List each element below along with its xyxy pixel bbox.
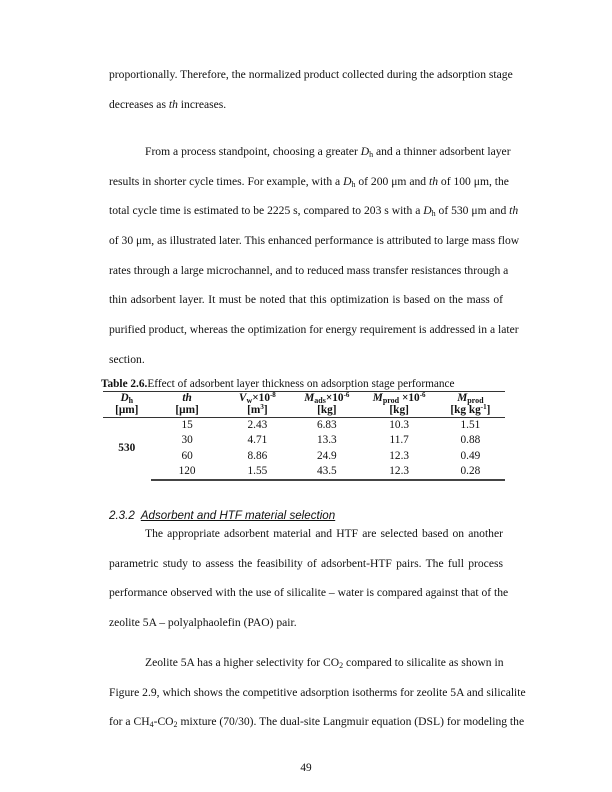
text-line: rates through a large microchannel, and to reduced mass transfer resistances through a — [109, 263, 509, 277]
text-line: From a process standpoint, choosing a greater $D_h$ and a thinner adsorbent layer — [145, 145, 511, 159]
italic-term: th — [168, 97, 178, 111]
italic-term: D — [423, 204, 432, 218]
column-unit: [kg $kg^{-1}$] — [436, 405, 505, 418]
table-cell: 24.9 — [316, 449, 337, 462]
header-symbol: M — [372, 392, 383, 404]
table-cell: 1.51 — [460, 419, 481, 431]
text-line: proportionally. Therefore, the normalized product collected during the adsorption stage — [109, 68, 513, 81]
section-number: 2.3.2 — [109, 509, 135, 522]
table-cell: 8.86 — [247, 449, 268, 462]
subscript: 4 — [149, 720, 154, 730]
table-cell: 30 — [181, 434, 193, 447]
table-cell: 43.5 — [291, 464, 363, 480]
table-caption — [101, 378, 455, 390]
italic-term: D — [360, 145, 370, 158]
table-cell: 2.43 — [247, 419, 268, 431]
text-line: parametric study to assess the feasibility of adsorbent-HTF pairs. The full process — [109, 556, 503, 570]
unit-exponent: 3 — [260, 402, 264, 411]
column-unit: [μm] — [151, 405, 224, 418]
header-subscript: prod — [382, 396, 400, 405]
results-table — [103, 391, 505, 481]
text-line: purified product, whereas the optimization for energy requirement is addressed in a later — [109, 323, 519, 337]
text-line: thin adsorbent layer. It must be noted that this optimization is based on the mass of — [109, 293, 503, 307]
subscript: h — [431, 209, 436, 219]
header-subscript: ads — [314, 396, 326, 405]
text-line: The appropriate adsorbent material and HTF are selected based on another — [145, 527, 503, 540]
table-cell: 1.55 — [224, 464, 291, 480]
table-cell: 11.7 — [389, 434, 409, 447]
table-cell: 12.3 — [363, 464, 436, 480]
table-cell: 4.71 — [247, 434, 268, 447]
table-cell: 0.49 — [460, 449, 481, 462]
header-subscript: w — [246, 396, 253, 405]
section-heading — [109, 509, 335, 522]
table-row — [103, 418, 505, 434]
text-line: decreases as th increases. — [109, 97, 227, 111]
header-symbol: V — [238, 392, 247, 404]
subscript: 2 — [339, 661, 344, 670]
text-line: zeolite 5A – polyalphaolefin (PAO) pair. — [109, 616, 297, 630]
column-header — [103, 392, 151, 405]
header-exponent: -6 — [343, 391, 350, 399]
table-row — [103, 464, 505, 480]
text-line: Figure 2.9, which shows the competitive adsorption isotherms for zeolite 5A and silicalite — [109, 685, 526, 699]
dh-value-cell: 530 — [118, 442, 136, 455]
table-label: Table 2.6. — [101, 378, 148, 390]
column-unit: [kg] — [363, 405, 436, 418]
column-unit: [μm] — [103, 405, 151, 418]
table-caption-text: Effect of adsorbent layer thickness on adsorption stage performance — [147, 378, 455, 390]
paragraph-continuation — [109, 68, 513, 127]
table-cell: 15 — [181, 419, 193, 431]
column-unit: $[m^3]$ — [224, 405, 291, 418]
header-exponent: -8 — [269, 391, 276, 399]
table-cell: 13.3 — [316, 434, 337, 447]
column-header: $M_{ads}\times 10^{-6}$ — [291, 392, 363, 405]
header-symbol: th — [182, 392, 192, 404]
table-cell: 12.3 — [389, 449, 410, 462]
table-cell: 60 — [181, 449, 193, 462]
section-title: Adsorbent and HTF material selection — [140, 509, 336, 522]
paragraph-zeolite — [109, 656, 526, 745]
subscript: h — [369, 150, 374, 159]
text-line: results in shorter cycle times. For example, with a $D_h$ of 200 μm and th of 100 μm, the — [109, 174, 509, 189]
text-line: of 30 μm, as illustrated later. This enhanced performance is attributed to large mass flow — [109, 234, 520, 248]
header-subscript: h — [128, 396, 134, 405]
table-row — [103, 449, 505, 464]
table-cell: 0.28 — [436, 464, 505, 480]
column-header: $V_w\times 10^{-8}$ — [224, 392, 291, 405]
header-symbol: M — [457, 392, 468, 404]
paragraph-process-standpoint — [109, 145, 520, 383]
text-line: Zeolite 5A has a higher selectivity for $CO_2$ compared to silicalite as shown in — [145, 656, 504, 670]
text-line: performance observed with the use of silicalite – water is compared against that of the — [109, 586, 509, 600]
table-cell: 0.88 — [460, 434, 481, 447]
unit-exponent: -1 — [480, 402, 487, 411]
italic-term: D — [343, 174, 352, 188]
column-unit: [kg] — [291, 405, 363, 418]
column-header — [436, 392, 505, 405]
header-symbol: D — [120, 392, 129, 404]
table-cell: 120 — [151, 464, 224, 480]
paragraph-material-selection — [109, 527, 509, 646]
text-line: total cycle time is estimated to be 2225 s, compared to 203 s with a $D_h$ of 530 μm and th — [109, 204, 519, 219]
subscript: 2 — [173, 720, 178, 730]
header-exponent: -6 — [419, 391, 426, 399]
header-subscript: prod — [467, 396, 484, 405]
header-symbol: M — [304, 392, 315, 404]
column-header — [151, 392, 224, 405]
table-row — [103, 433, 505, 448]
subscript: h — [351, 179, 356, 189]
italic-term: th — [509, 204, 519, 218]
column-header: $M_{prod} \times 10^{-6}$ — [363, 392, 436, 405]
text-line: section. — [109, 352, 145, 366]
table-cell: 10.3 — [389, 419, 410, 431]
text-line: for a $CH_4-CO_2$ mixture (70/30). The dual-site Langmuir equation (DSL) for modeling the — [109, 715, 525, 730]
table-cell: 6.83 — [316, 419, 337, 431]
page-number: 49 — [300, 762, 312, 774]
italic-term: th — [428, 174, 438, 188]
